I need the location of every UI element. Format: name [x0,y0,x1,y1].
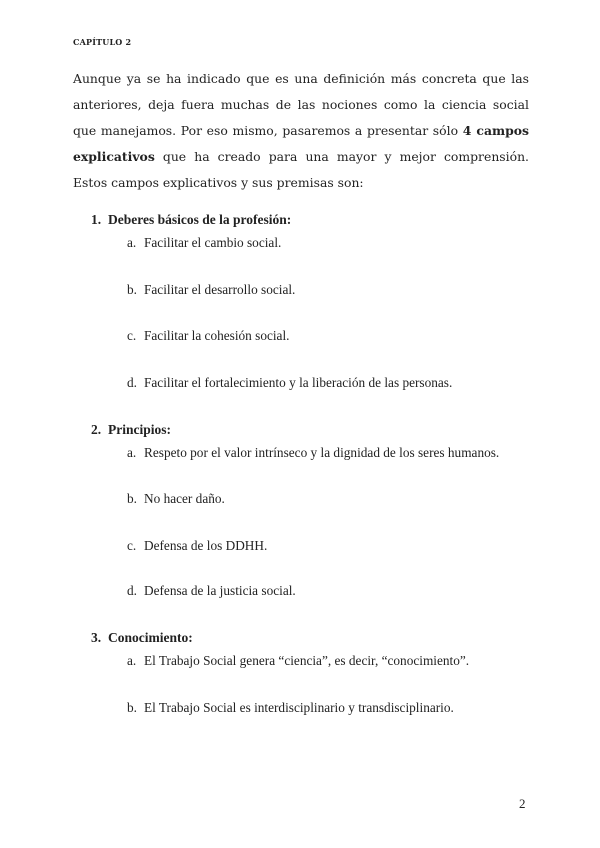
section-number: 3. [91,630,102,645]
list-item [127,328,289,344]
page-number: 2 [519,796,526,811]
item-letter: b. [127,700,137,715]
section-principios [91,422,171,438]
section-title [91,630,193,646]
item-letter: b. [127,491,137,506]
item-letter: d. [127,375,137,390]
item-text: El Trabajo Social es interdisciplinario y transdisciplinario. [144,700,454,715]
item-text: Facilitar el fortalecimiento y la liberación de las personas. [144,375,453,390]
list-item [127,538,267,554]
list-item [127,700,454,716]
intro-bold-phrase: 4 campos explicativos [73,123,529,164]
section-number: 2. [91,422,102,437]
section-title-text: Conocimiento: [108,630,193,645]
item-letter: b. [127,282,137,297]
section-title-text: Principios: [108,422,171,437]
item-letter: c. [127,328,137,343]
list-item [127,491,225,507]
list-item [127,375,452,391]
item-letter: a. [127,653,137,668]
chapter-header: CAPÍTULO 2 [73,37,132,47]
section-number: 1. [91,212,102,227]
list-item [127,235,281,251]
item-letter: c. [127,538,137,553]
item-letter: a. [127,235,137,250]
item-text: Defensa de los DDHH. [144,538,268,553]
item-text: Defensa de la justicia social. [144,583,296,598]
list-item [127,445,499,461]
intro-text-end: que ha creado para una mayor y mejor comprensión. Estos campos explicativos y sus premisas son: [73,149,529,190]
item-letter: a. [127,445,137,460]
section-title-text: Deberes básicos de la profesión: [108,212,292,227]
section-conocimiento [91,630,193,646]
section-deberes [91,212,291,228]
item-text: Facilitar la cohesión social. [144,328,290,343]
item-text: El Trabajo Social genera “ciencia”, es decir, “conocimiento”. [144,653,470,668]
list-item [127,583,296,599]
item-text: Facilitar el cambio social. [144,235,282,250]
intro-paragraph [73,66,529,196]
item-text: Facilitar el desarrollo social. [144,282,296,297]
section-title [91,212,291,228]
list-item [127,653,469,669]
list-item [127,282,295,298]
section-title [91,422,171,438]
item-letter: d. [127,583,137,598]
item-text: No hacer daño. [144,491,225,506]
item-text: Respeto por el valor intrínseco y la dignidad de los seres humanos. [144,445,500,460]
intro-text-start: Aunque ya se ha indicado que es una definición más concreta que las anteriores, deja fuera muchas de las nociones como la ciencia social que manejamos. Por eso mismo, pasaremos a presentar sólo [73,71,529,138]
